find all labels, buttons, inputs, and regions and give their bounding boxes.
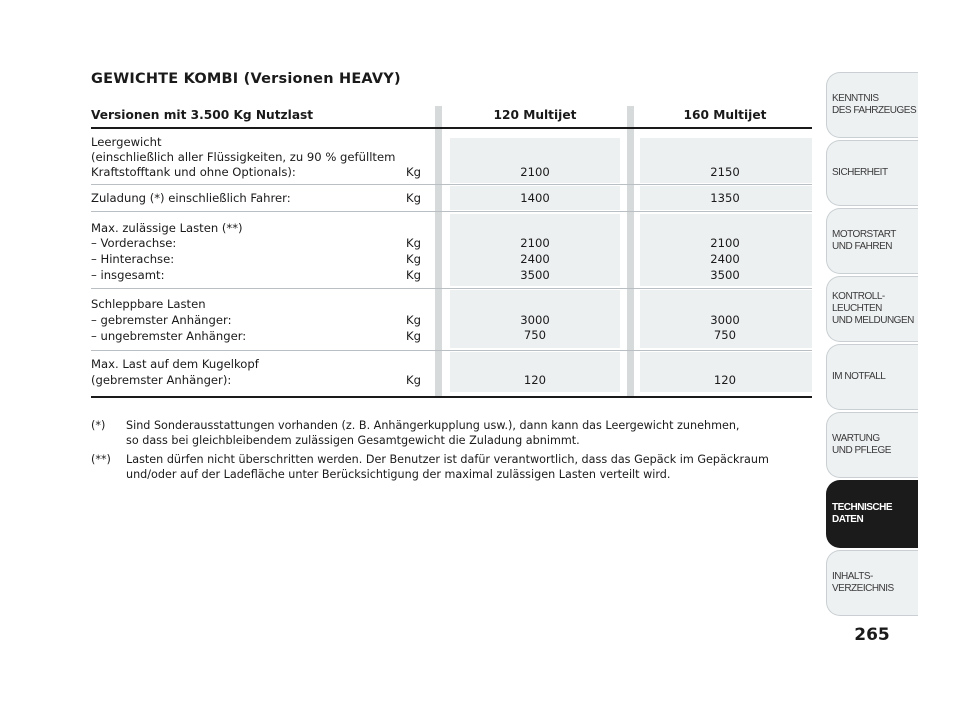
unit-label: Kg xyxy=(406,165,421,179)
unit-label: Kg xyxy=(406,236,421,250)
tab-label: INHALTS- VERZEICHNIS xyxy=(832,571,894,594)
row-label-line: (gebremster Anhänger): xyxy=(91,373,232,387)
row-label-line: Max. Last auf dem Kugelkopf xyxy=(91,357,259,371)
tab-label: KONTROLL- LEUCHTEN UND MELDUNGEN xyxy=(832,291,914,326)
value-120-multijet: 2100 xyxy=(520,236,550,250)
unit-label: Kg xyxy=(406,252,421,266)
row-label-line: Kraftstofftank und ohne Optionals): xyxy=(91,165,296,179)
row-divider xyxy=(91,288,812,289)
value-160-multijet: 2100 xyxy=(710,236,740,250)
row-label-line: – insgesamt: xyxy=(91,268,165,282)
row-label-line: Leergewicht xyxy=(91,135,162,149)
footnote-text: Lasten dürfen nicht überschritten werden. Der Benutzer ist dafür verantwortlich, dass das Gepäck im Gepäckraum xyxy=(126,453,769,466)
unit-label: Kg xyxy=(406,268,421,282)
table-header-label: Versionen mit 3.500 Kg Nutzlast xyxy=(91,108,314,122)
tab-label: SICHERHEIT xyxy=(832,167,888,178)
page-title: GEWICHTE KOMBI (Versionen HEAVY) xyxy=(91,71,401,87)
value-120-multijet: 750 xyxy=(523,328,547,342)
row-label-line: – Vorderachse: xyxy=(91,236,177,250)
tab-motorstart[interactable] xyxy=(826,208,918,274)
value-120-multijet: 2100 xyxy=(520,165,550,179)
tab-kenntnis[interactable] xyxy=(826,72,918,138)
row-label-line: (einschließlich aller Flüssigkeiten, zu 90 % gefülltem xyxy=(91,150,396,164)
table-header-col1: 120 Multijet xyxy=(493,108,577,122)
value-160-multijet: 120 xyxy=(713,373,737,387)
tab-im-notfall[interactable] xyxy=(826,344,918,410)
tab-technische-daten[interactable] xyxy=(826,480,918,548)
tab-sicherheit[interactable] xyxy=(826,140,918,206)
tab-label: KENNTNIS DES FAHRZEUGES xyxy=(832,93,917,116)
unit-label: Kg xyxy=(406,373,421,387)
tab-label: TECHNISCHE DATEN xyxy=(832,502,893,525)
tab-label: IM NOTFALL xyxy=(832,371,886,382)
footnote-text: Sind Sonderausstattungen vorhanden (z. B. Anhängerkupplung usw.), dann kann das Leergewicht zunehmen, xyxy=(126,419,740,432)
value-120-multijet: 1400 xyxy=(520,191,550,205)
row-divider xyxy=(91,350,812,351)
unit-label: Kg xyxy=(406,191,421,205)
value-160-multijet: 2400 xyxy=(710,252,740,266)
value-160-multijet: 750 xyxy=(713,328,737,342)
tab-wartung[interactable] xyxy=(826,412,918,478)
value-120-multijet: 120 xyxy=(523,373,547,387)
column-separator xyxy=(627,106,634,398)
value-160-multijet: 2150 xyxy=(710,165,740,179)
unit-label: Kg xyxy=(406,313,421,327)
table-bottom-rule xyxy=(91,396,812,398)
value-160-multijet: 3500 xyxy=(710,268,740,282)
page-number: 265 xyxy=(854,625,890,645)
tab-kontrollleuchten[interactable] xyxy=(826,276,918,342)
value-120-multijet: 3500 xyxy=(520,268,550,282)
value-120-multijet: 2400 xyxy=(520,252,550,266)
tab-label: WARTUNG UND PFLEGE xyxy=(832,433,891,456)
row-divider xyxy=(91,211,812,212)
footnote-mark: (**) xyxy=(91,453,111,466)
header-rule xyxy=(91,127,812,129)
row-label-line: – ungebremster Anhänger: xyxy=(91,329,247,343)
table-header-col2: 160 Multijet xyxy=(683,108,767,122)
unit-label: Kg xyxy=(406,329,421,343)
row-label-line: – gebremster Anhänger: xyxy=(91,313,232,327)
footnote-text: und/oder auf der Ladefläche unter Berücksichtigung der maximal zulässigen Lasten verteilt wird. xyxy=(126,468,671,481)
footnote-mark: (*) xyxy=(91,419,106,432)
value-160-multijet: 3000 xyxy=(710,313,740,327)
value-160-multijet: 1350 xyxy=(710,191,740,205)
row-label-line: Zuladung (*) einschließlich Fahrer: xyxy=(91,191,291,205)
row-divider xyxy=(91,184,812,185)
footnote-text: so dass bei gleichbleibendem zulässigen Gesamtgewicht die Zuladung abnimmt. xyxy=(126,434,580,447)
row-label-line: Schleppbare Lasten xyxy=(91,297,206,311)
column-separator xyxy=(435,106,442,398)
row-label-line: – Hinterachse: xyxy=(91,252,175,266)
row-label-line: Max. zulässige Lasten (**) xyxy=(91,221,243,235)
value-120-multijet: 3000 xyxy=(520,313,550,327)
tab-inhaltsverzeichnis[interactable] xyxy=(826,550,918,616)
tab-label: MOTORSTART UND FAHREN xyxy=(832,229,896,252)
